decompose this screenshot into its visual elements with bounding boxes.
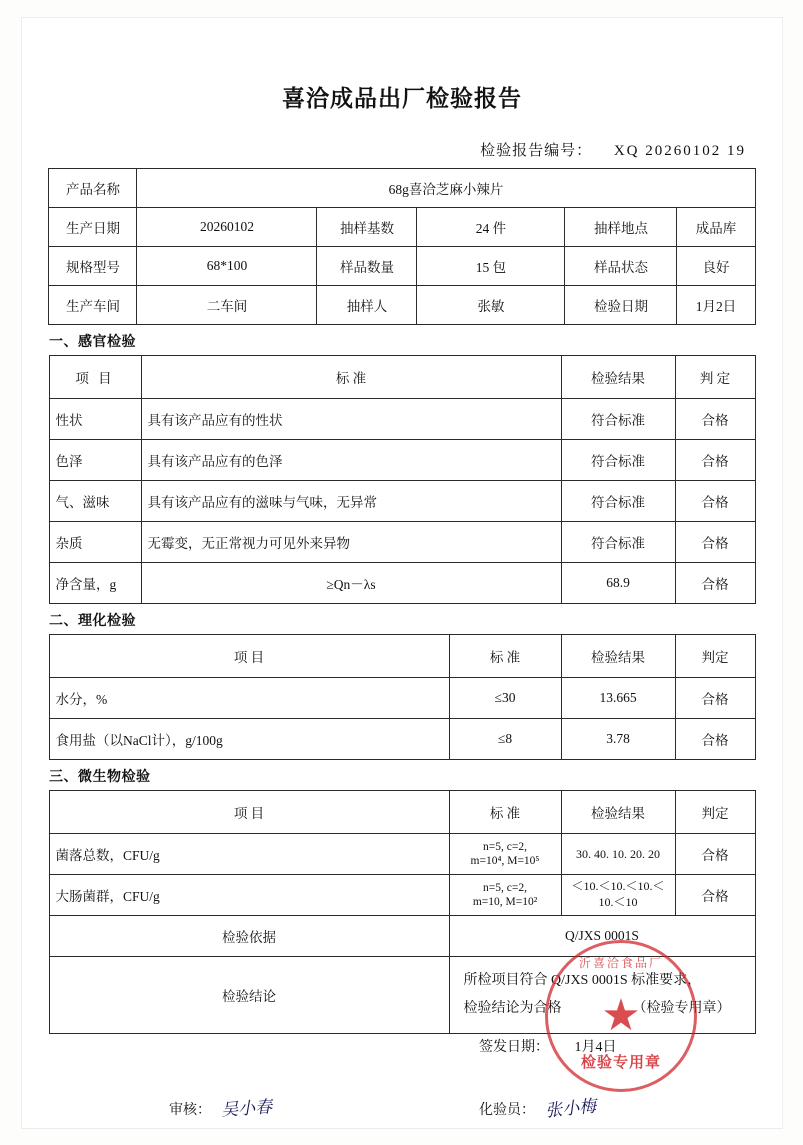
report-number-label: 检验报告编号： bbox=[480, 143, 593, 159]
micro-standard bbox=[449, 875, 561, 916]
sensory-standard: 无霉变，无正常视力可见外来异物 bbox=[141, 522, 561, 563]
sensory-item: 净含量，g bbox=[49, 563, 141, 604]
inspection-basis-value: Q/JXS 0001S bbox=[449, 916, 755, 957]
table-row bbox=[49, 875, 755, 916]
sensory-verdict: 合格 bbox=[675, 440, 755, 481]
sensory-standard: 具有该产品应有的性状 bbox=[141, 399, 561, 440]
sensory-standard: 具有该产品应有的色泽 bbox=[141, 440, 561, 481]
table-row bbox=[49, 522, 755, 563]
table-row bbox=[49, 719, 755, 760]
production-date-label: 生产日期 bbox=[49, 208, 137, 247]
reviewer-value: 吴小春 bbox=[220, 1097, 273, 1120]
physchem-col-result: 检验结果 bbox=[561, 635, 675, 678]
sensory-verdict: 合格 bbox=[675, 563, 755, 604]
table-row bbox=[49, 834, 755, 875]
physchem-result: 3.78 bbox=[561, 719, 675, 760]
micro-section-label: 三、微生物检验 bbox=[49, 770, 151, 785]
sensory-result: 符合标准 bbox=[561, 440, 675, 481]
sensory-result: 68.9 bbox=[561, 563, 675, 604]
micro-col-verdict: 判定 bbox=[675, 791, 755, 834]
sample-qty-value: 15 包 bbox=[417, 247, 565, 286]
production-date-value: 20260102 bbox=[137, 208, 317, 247]
table-header-row bbox=[49, 791, 755, 834]
micro-verdict: 合格 bbox=[675, 834, 755, 875]
table-row bbox=[49, 169, 755, 208]
sample-state-value: 良好 bbox=[677, 247, 755, 286]
reviewer-signature bbox=[169, 1094, 272, 1119]
signature-row bbox=[49, 1068, 755, 1126]
micro-standard-line2: m=10⁴, M=10⁵ bbox=[470, 855, 540, 867]
physchem-table bbox=[49, 634, 756, 760]
physchem-col-verdict: 判定 bbox=[675, 635, 755, 678]
sampling-base-label: 抽样基数 bbox=[317, 208, 417, 247]
micro-item: 大肠菌群，CFU/g bbox=[49, 875, 449, 916]
sensory-col-standard: 标 准 bbox=[141, 356, 561, 399]
issue-date-label: 签发日期： bbox=[479, 1040, 549, 1055]
inspection-date-value: 1月2日 bbox=[677, 286, 755, 325]
sampling-base-value: 24 件 bbox=[417, 208, 565, 247]
physchem-col-standard: 标 准 bbox=[449, 635, 561, 678]
sensory-table bbox=[49, 355, 756, 604]
micro-result: ＜10.＜10.＜10.＜10.＜10 bbox=[561, 875, 675, 916]
table-header-row bbox=[49, 356, 755, 399]
workshop-value: 二车间 bbox=[137, 286, 317, 325]
micro-standard-line2: m=10, M=10² bbox=[472, 896, 538, 908]
table-row bbox=[49, 208, 755, 247]
sensory-item: 杂质 bbox=[49, 522, 141, 563]
sensory-col-result: 检验结果 bbox=[561, 356, 675, 399]
micro-verdict: 合格 bbox=[675, 875, 755, 916]
sampling-place-label: 抽样地点 bbox=[565, 208, 677, 247]
micro-col-standard: 标 准 bbox=[449, 791, 561, 834]
sensory-result: 符合标准 bbox=[561, 481, 675, 522]
report-sheet bbox=[22, 18, 782, 1128]
micro-standard-line1: n=5, c=2, bbox=[483, 840, 527, 853]
table-row bbox=[49, 563, 755, 604]
sensory-item: 气、滋味 bbox=[49, 481, 141, 522]
physchem-verdict: 合格 bbox=[675, 719, 755, 760]
table-row bbox=[49, 399, 755, 440]
sampler-label: 抽样人 bbox=[317, 286, 417, 325]
sensory-verdict: 合格 bbox=[675, 399, 755, 440]
seal-bottom-text: 检验专用章 bbox=[580, 1055, 661, 1071]
table-row bbox=[49, 678, 755, 719]
physchem-result: 13.665 bbox=[561, 678, 675, 719]
conclusion-line-2: 检验结论为合格 bbox=[463, 1001, 562, 1016]
physchem-standard: ≤30 bbox=[449, 678, 561, 719]
sensory-verdict: 合格 bbox=[675, 522, 755, 563]
spec-value: 68*100 bbox=[137, 247, 317, 286]
product-name-value: 68g喜洽芝麻小辣片 bbox=[137, 169, 755, 208]
spec-label: 规格型号 bbox=[49, 247, 137, 286]
inspection-date-label: 检验日期 bbox=[565, 286, 677, 325]
sampling-place-value: 成品库 bbox=[677, 208, 755, 247]
page-title: 喜洽成品出厂检验报告 bbox=[282, 86, 522, 111]
conclusion-cell bbox=[449, 957, 755, 1034]
seal-top-text: 沂喜洽食品厂 bbox=[578, 956, 663, 970]
physchem-standard: ≤8 bbox=[449, 719, 561, 760]
micro-col-item: 项 目 bbox=[49, 791, 449, 834]
issue-date-value: 1月4日 bbox=[574, 1040, 617, 1055]
table-row bbox=[49, 286, 755, 325]
micro-item: 菌落总数，CFU/g bbox=[49, 834, 449, 875]
report-number-line bbox=[22, 139, 782, 160]
tester-label: 化验员： bbox=[479, 1103, 535, 1118]
tester-value: 张小梅 bbox=[543, 1096, 597, 1121]
sensory-col-verdict: 判 定 bbox=[675, 356, 755, 399]
conclusion-label: 检验结论 bbox=[49, 957, 449, 1034]
micro-standard-line1: n=5, c=2, bbox=[483, 881, 527, 894]
sensory-section-label: 一、感官检验 bbox=[49, 335, 136, 350]
physchem-item: 食用盐（以NaCl计），g/100g bbox=[49, 719, 449, 760]
micro-col-result: 检验结果 bbox=[561, 791, 675, 834]
table-row bbox=[49, 481, 755, 522]
table-row bbox=[49, 247, 755, 286]
issue-date-row bbox=[49, 1036, 755, 1056]
seal-note: （检验专用章） bbox=[632, 1001, 731, 1016]
conclusion-line-1: 所检项目符合 Q/JXS 0001S 标准要求， bbox=[463, 973, 702, 988]
tester-signature bbox=[479, 1094, 596, 1119]
sampler-value: 张敏 bbox=[417, 286, 565, 325]
physchem-verdict: 合格 bbox=[675, 678, 755, 719]
report-number-value: XQ 20260102 19 bbox=[613, 143, 746, 159]
table-header-row bbox=[49, 635, 755, 678]
sensory-standard: ≥Qn－λs bbox=[141, 563, 561, 604]
sample-state-label: 样品状态 bbox=[565, 247, 677, 286]
reviewer-label: 审核： bbox=[169, 1103, 211, 1118]
conclusion-line-2-wrap bbox=[464, 995, 741, 1023]
sensory-col-item: 项 目 bbox=[49, 356, 141, 399]
sensory-verdict: 合格 bbox=[675, 481, 755, 522]
workshop-label: 生产车间 bbox=[49, 286, 137, 325]
sensory-result: 符合标准 bbox=[561, 522, 675, 563]
sensory-item: 色泽 bbox=[49, 440, 141, 481]
physchem-section-label: 二、理化检验 bbox=[49, 614, 136, 629]
sensory-standard: 具有该产品应有的滋味与气味，无异常 bbox=[141, 481, 561, 522]
micro-result: 30. 40. 10. 20. 20 bbox=[561, 834, 675, 875]
micro-standard bbox=[449, 834, 561, 875]
table-row bbox=[49, 916, 755, 957]
micro-table bbox=[49, 790, 756, 1034]
table-row bbox=[49, 440, 755, 481]
sensory-item: 性状 bbox=[49, 399, 141, 440]
table-row bbox=[49, 957, 755, 1034]
sensory-result: 符合标准 bbox=[561, 399, 675, 440]
physchem-item: 水分，% bbox=[49, 678, 449, 719]
inspection-basis-label: 检验依据 bbox=[49, 916, 449, 957]
header-info-table bbox=[48, 168, 755, 325]
physchem-col-item: 项 目 bbox=[49, 635, 449, 678]
sample-qty-label: 样品数量 bbox=[317, 247, 417, 286]
product-name-label: 产品名称 bbox=[49, 169, 137, 208]
